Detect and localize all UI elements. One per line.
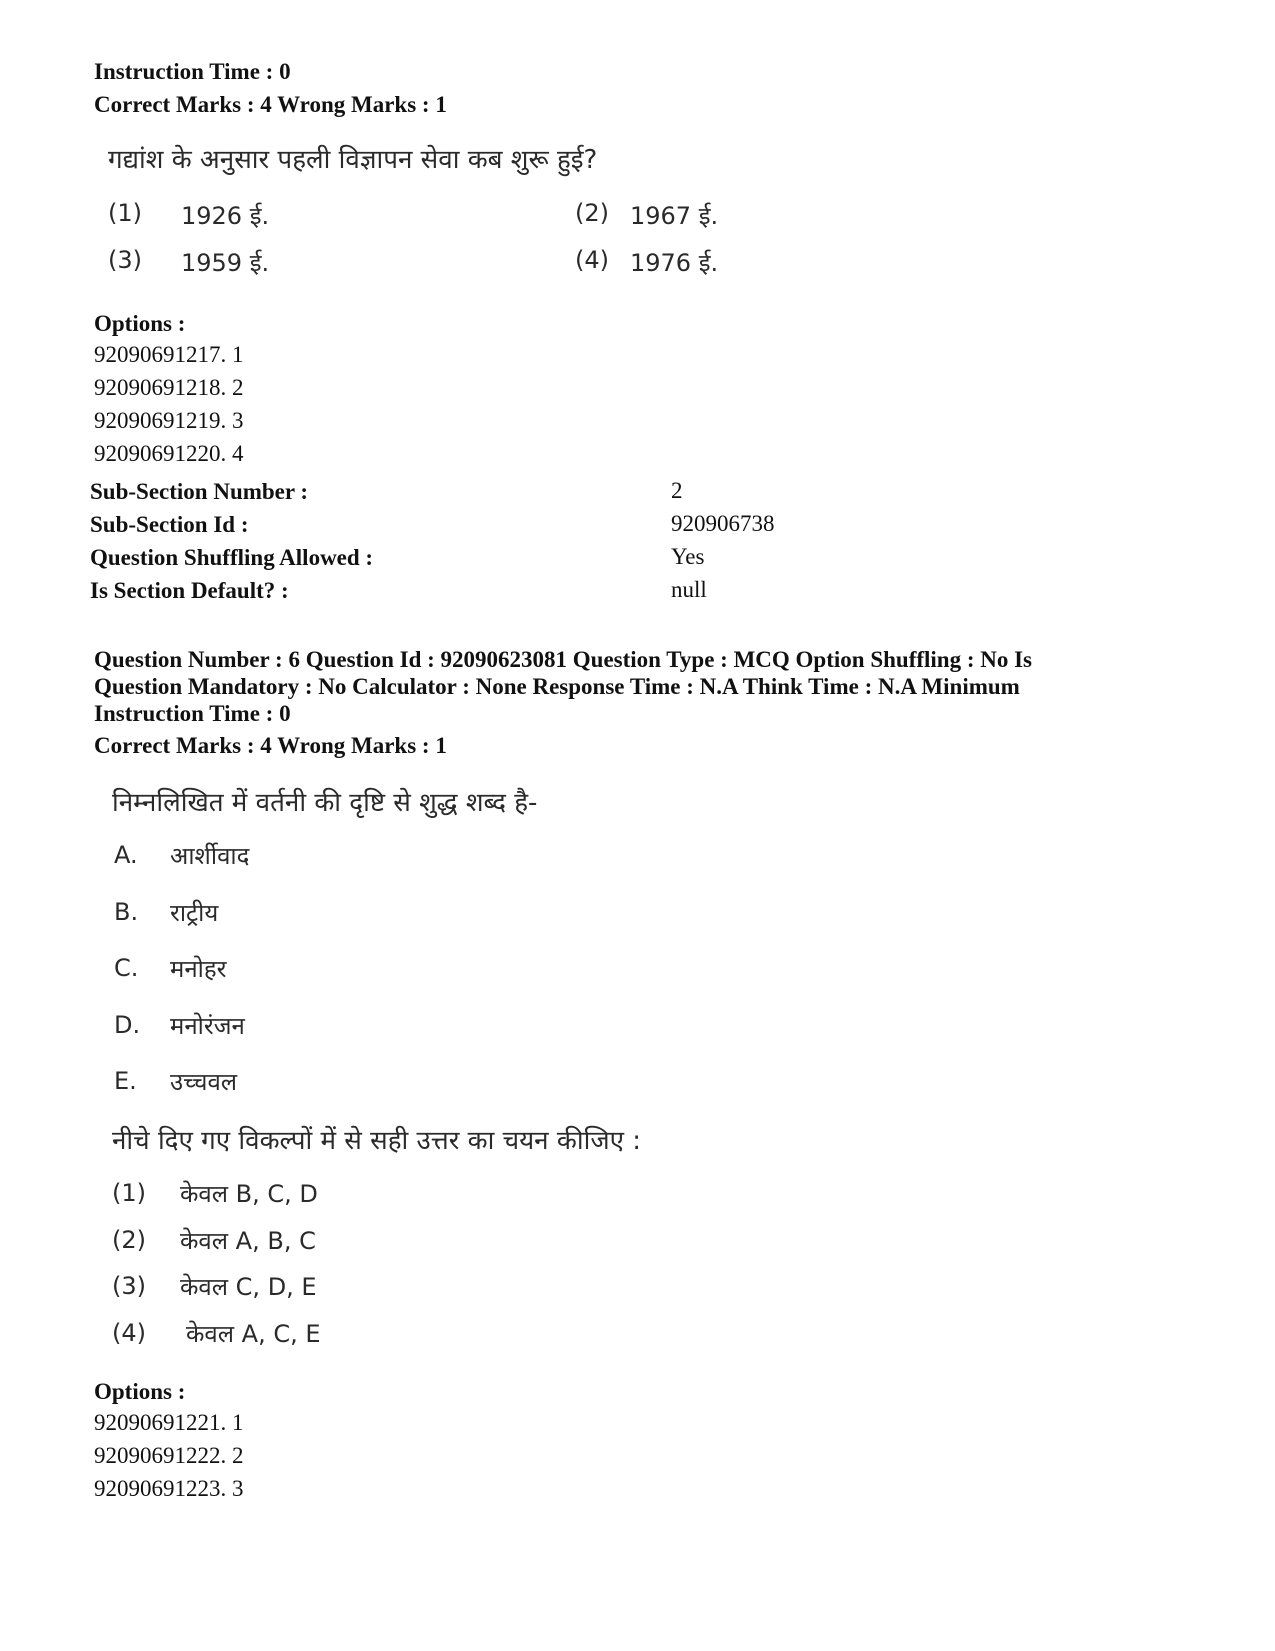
subsection-number-label: Sub-Section Number : (90, 479, 309, 504)
subsection-id-value: 920906738 (671, 511, 775, 536)
q6-header-line-1: Question Number : 6 Question Id : 92090623081 Question Type : MCQ Option Shuffling : No Is (94, 647, 1033, 672)
q5-choice-2-text: 1967 ई. (630, 202, 719, 230)
question-shuffling-label: Question Shuffling Allowed : (90, 545, 374, 570)
q6-header-line-3: Instruction Time : 0 (94, 701, 291, 726)
q5-question-text: गद्यांश के अनुसार पहली विज्ञापन सेवा कब शुरू हुई? (108, 145, 598, 175)
q6-choice-1-text: केवल B, C, D (180, 1180, 318, 1208)
q6-word-e-letter: E. (114, 1067, 137, 1095)
q6-instruction: नीचे दिए गए विकल्पों में से सही उत्तर का चयन कीजिए : (112, 1126, 642, 1156)
q6-word-c-letter: C. (114, 954, 139, 982)
q5-marks: Correct Marks : 4 Wrong Marks : 1 (94, 92, 447, 117)
q5-choice-2-num: (2) (575, 199, 609, 227)
q6-word-d-text: मनोरंजन (170, 1012, 245, 1040)
section-default-label: Is Section Default? : (90, 578, 289, 603)
q6-word-e-text: उच्चवल (170, 1068, 238, 1096)
q6-header-line-2: Question Mandatory : No Calculator : None Response Time : N.A Think Time : N.A Minimum (94, 674, 1020, 699)
q6-choice-4-num: (4) (112, 1319, 146, 1347)
q6-word-c-text: मनोहर (170, 955, 227, 983)
q5-option-3: 92090691219. 3 (94, 408, 244, 433)
q6-choice-2-text: केवल A, B, C (180, 1227, 316, 1255)
q6-choice-1-num: (1) (112, 1179, 146, 1207)
q5-option-1: 92090691217. 1 (94, 342, 244, 367)
q6-option-3: 92090691223. 3 (94, 1476, 244, 1501)
subsection-id-label: Sub-Section Id : (90, 512, 249, 537)
q6-choice-3-text: केवल C, D, E (180, 1273, 317, 1301)
q6-word-b-text: राट्रीय (170, 899, 219, 927)
q6-word-b-letter: B. (114, 898, 139, 926)
q5-options-heading: Options : (94, 311, 186, 336)
q5-instruction-time: Instruction Time : 0 (94, 59, 291, 84)
q5-option-4: 92090691220. 4 (94, 441, 244, 466)
q5-choice-3-num: (3) (108, 246, 142, 274)
q6-choice-4-text: केवल A, C, E (186, 1320, 321, 1348)
q6-word-a-text: आर्शीवाद (170, 842, 250, 870)
q5-choice-4-num: (4) (575, 246, 609, 274)
q6-choice-2-num: (2) (112, 1226, 146, 1254)
q6-marks: Correct Marks : 4 Wrong Marks : 1 (94, 733, 447, 758)
q6-word-d-letter: D. (114, 1011, 141, 1039)
q6-options-heading: Options : (94, 1379, 186, 1404)
question-shuffling-value: Yes (671, 544, 705, 569)
q5-choice-3-text: 1959 ई. (181, 249, 270, 277)
q6-option-2: 92090691222. 2 (94, 1443, 244, 1468)
q6-word-a-letter: A. (114, 841, 138, 869)
q5-choice-4-text: 1976 ई. (630, 249, 719, 277)
q5-choice-1-text: 1926 ई. (181, 202, 270, 230)
subsection-number-value: 2 (671, 478, 683, 503)
q5-choice-1-num: (1) (108, 199, 142, 227)
q6-choice-3-num: (3) (112, 1272, 146, 1300)
q5-option-2: 92090691218. 2 (94, 375, 244, 400)
section-default-value: null (671, 577, 707, 602)
q6-question-text: निम्नलिखित में वर्तनी की दृष्टि से शुद्ध शब्द है- (112, 788, 538, 818)
q6-option-1: 92090691221. 1 (94, 1410, 244, 1435)
